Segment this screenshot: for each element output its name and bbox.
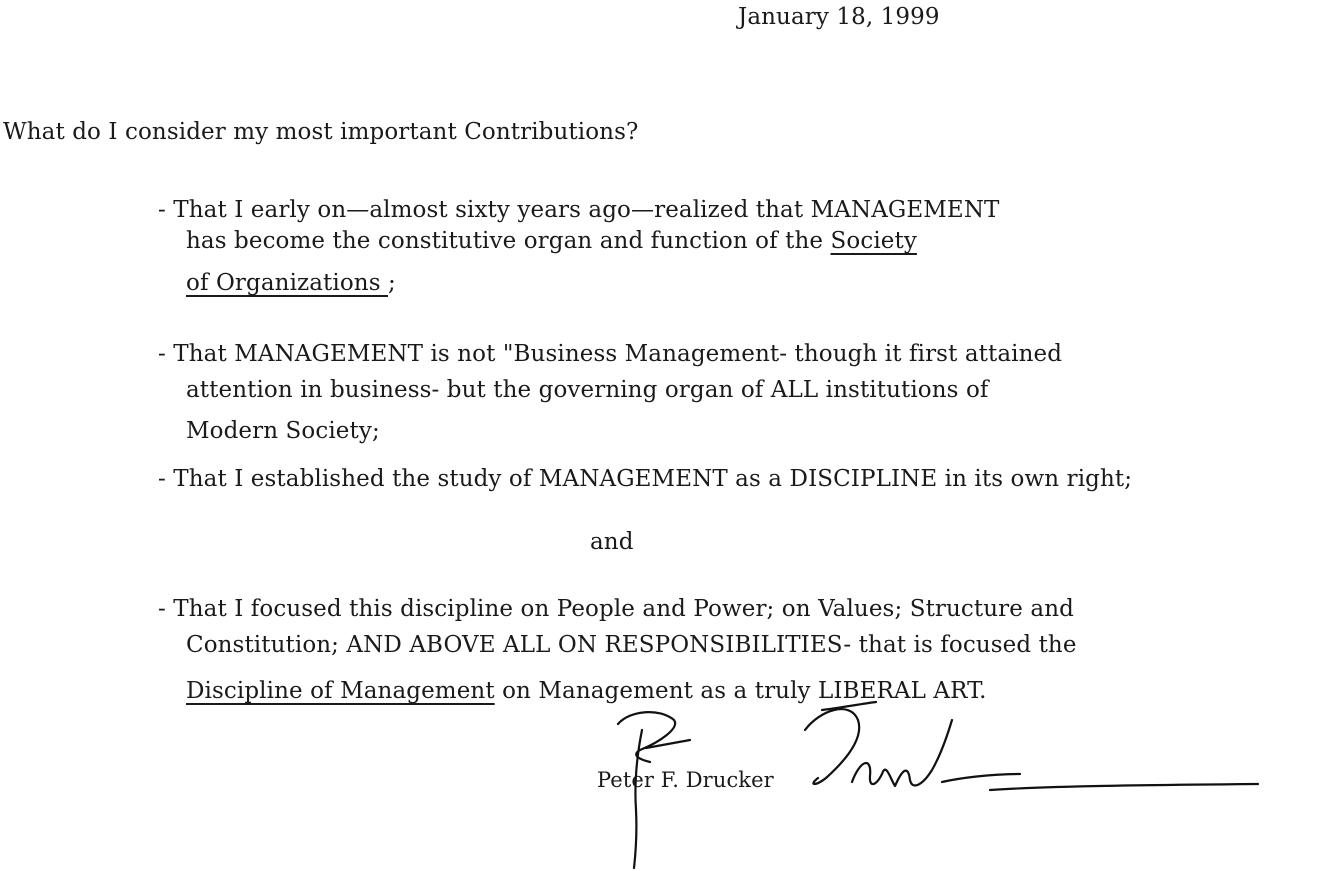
bullet-1-line-1: - That I early on—almost sixty years ago—realized that MANAGEMENT [158,197,1000,223]
underlined-of-organizations: of Organizations [186,270,389,296]
bullet-1-line-3-end: ; [388,270,396,296]
bullet-2-line-2: attention in business- but the governing organ of ALL institutions of [186,377,989,403]
bullet-1-line-3 [186,268,396,298]
bullet-2-line-3: Modern Society; [186,418,380,444]
underlined-discipline-of-management: Discipline of Management [186,678,495,704]
bullet-3-line-1: - That I established the study of MANAGEMENT as a DISCIPLINE in its own right; [158,466,1133,492]
letter-question: What do I consider my most important Contributions? [3,119,639,145]
bullet-1-line-2 [186,226,917,256]
bullet-4-line-2: Constitution; AND ABOVE ALL ON RESPONSIBILITIES- that is focused the [186,632,1077,658]
signature-name: Peter F. Drucker [597,768,774,792]
letter-date: January 18, 1999 [738,4,940,30]
conjunction-and: and [590,529,634,555]
bullet-4-line-1: - That I focused this discipline on People and Power; on Values; Structure and [158,596,1074,622]
handwritten-signature [590,690,1270,871]
bullet-4-line-3-end: on Management as a truly LIBERAL ART. [494,678,987,704]
bullet-1-line-2-text: has become the constitutive organ and function of the [186,228,831,254]
underlined-society: Society [830,228,917,254]
bullet-2-line-1: - That MANAGEMENT is not "Business Management- though it first attained [158,341,1063,367]
